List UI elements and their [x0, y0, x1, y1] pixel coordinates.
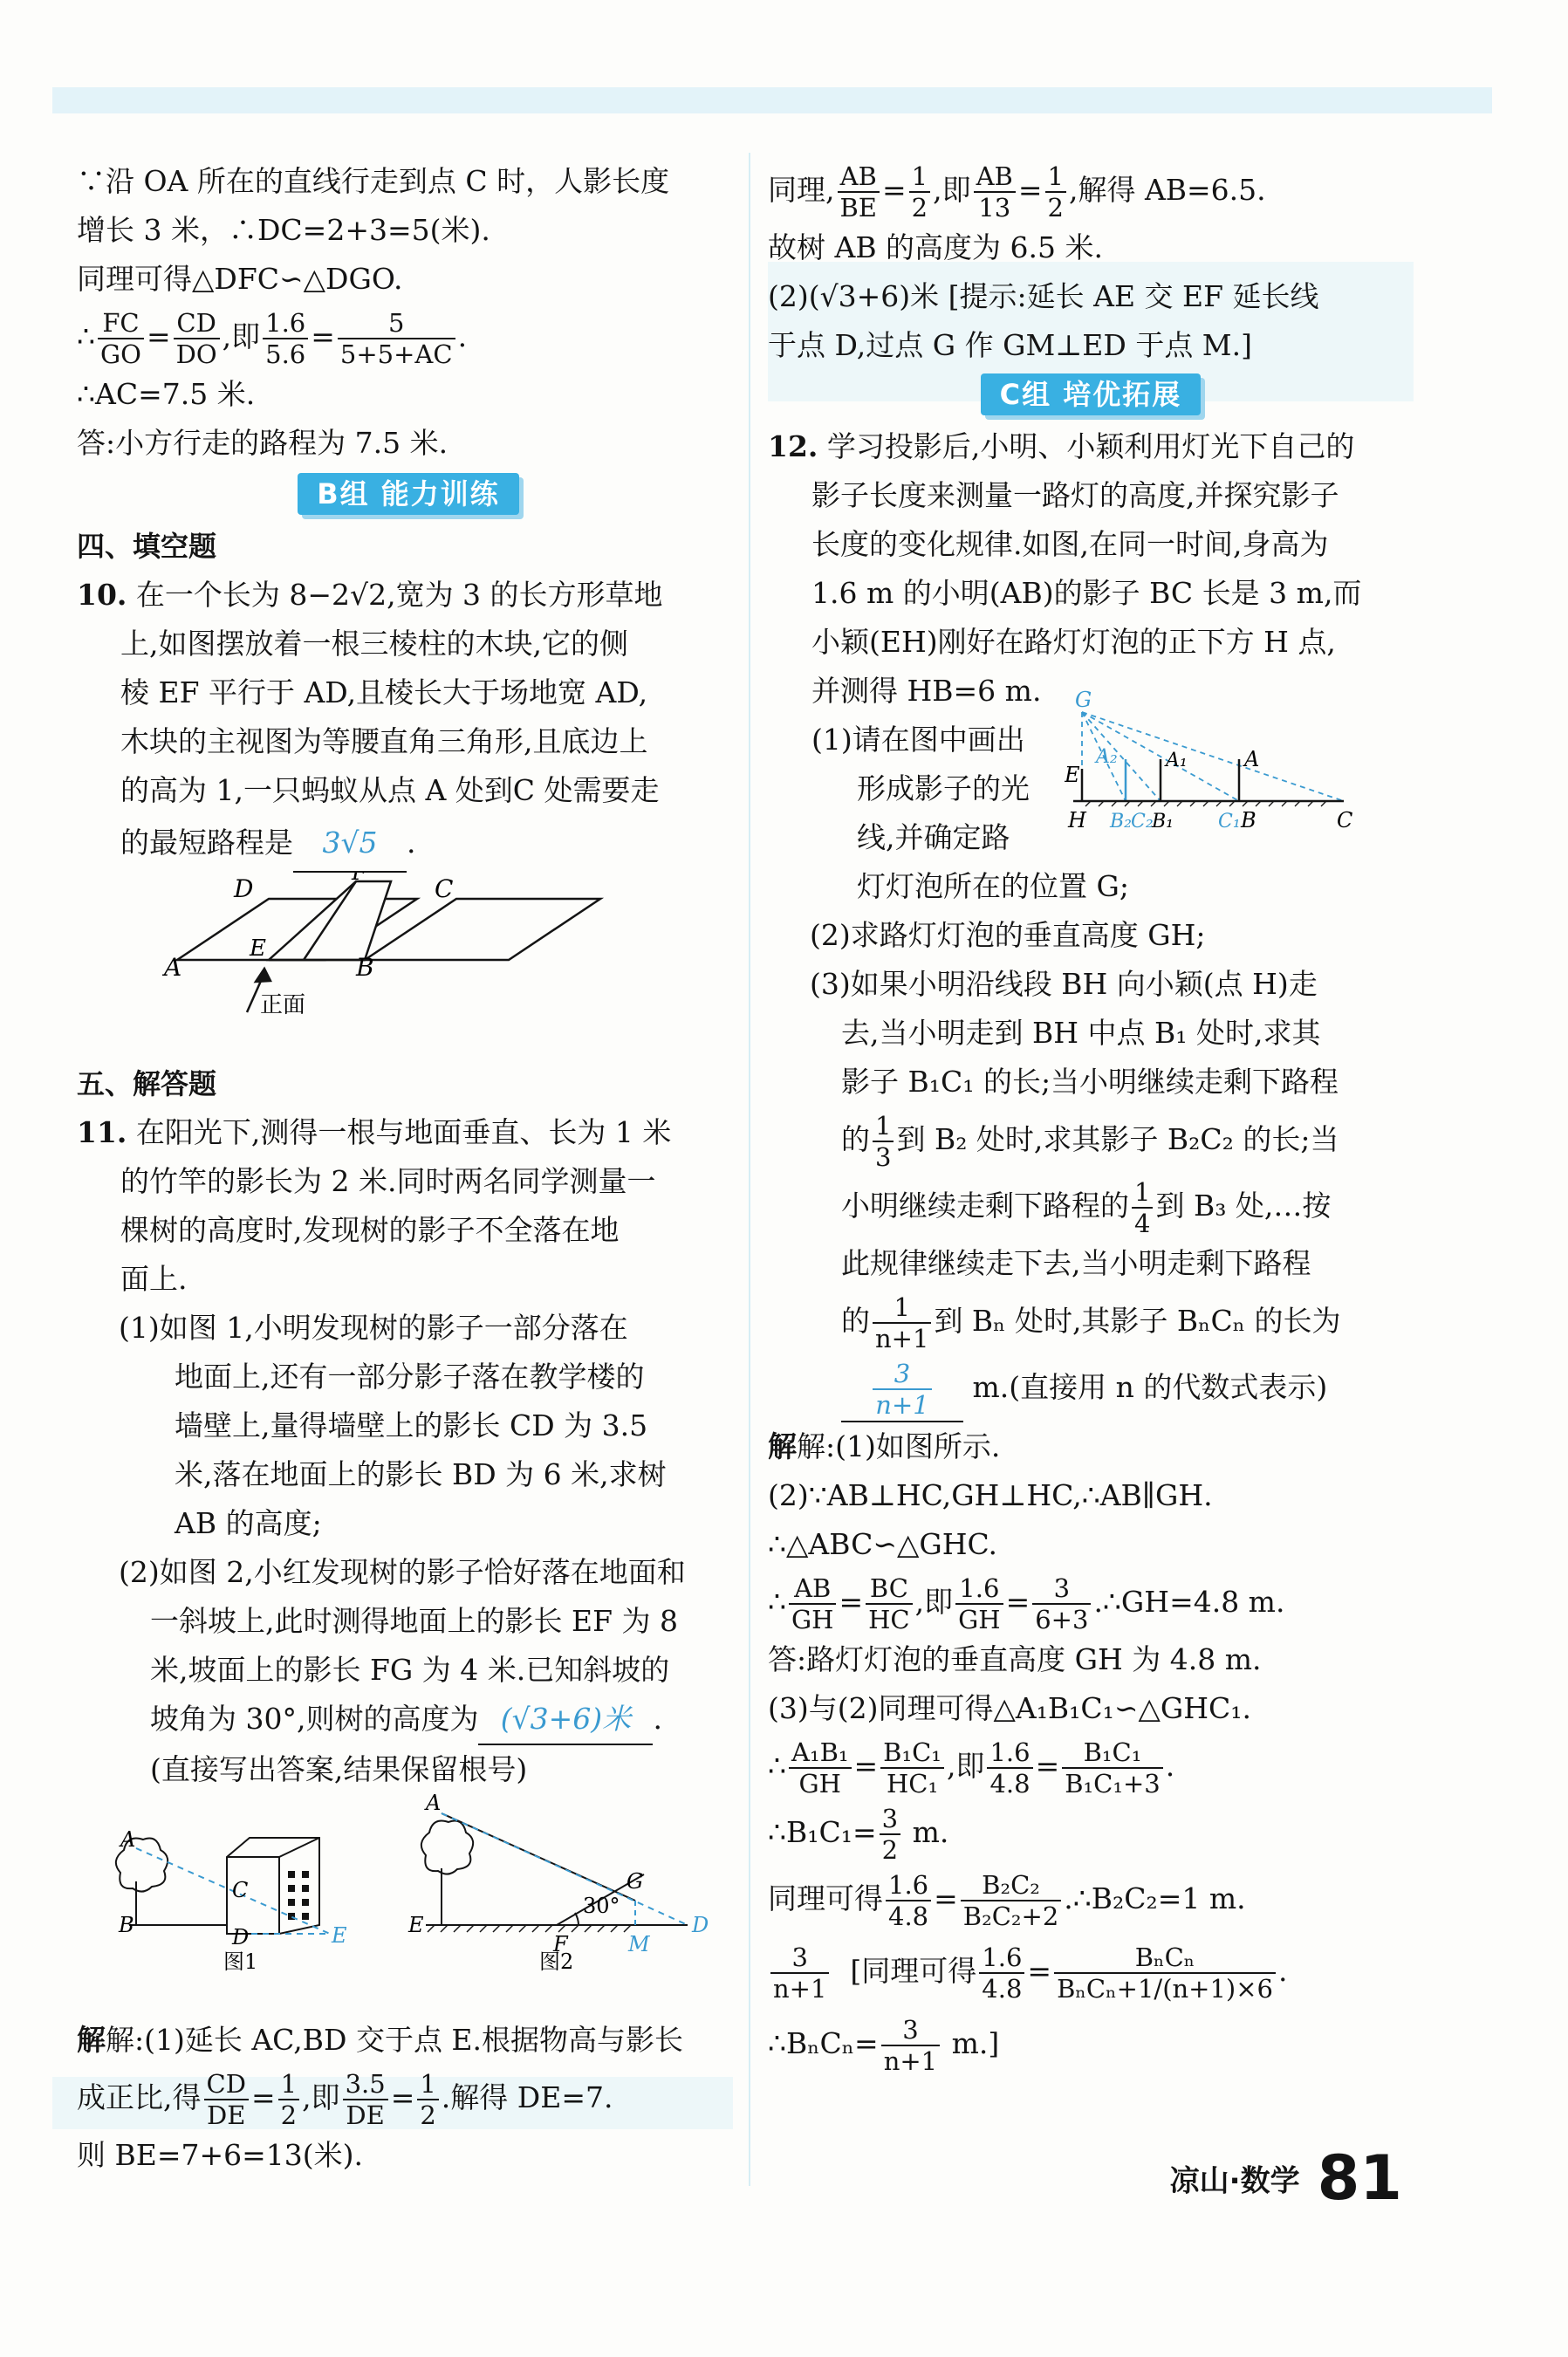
- numerator: 1: [1134, 1177, 1151, 1207]
- denominator: 2: [1045, 191, 1066, 223]
- denominator: 5+5+AC: [338, 338, 455, 369]
- right-rectangle: [365, 899, 600, 960]
- numerator: 3.5: [345, 2069, 386, 2099]
- denominator: n+1: [873, 1388, 931, 1420]
- label-H: H: [1068, 808, 1086, 832]
- q11-p2-line-3: 米,坡面上的影长 FG 为 4 米.已知斜坡的: [150, 1653, 670, 1687]
- label-A: A: [426, 1794, 442, 1815]
- denominator: 4: [1132, 1207, 1153, 1238]
- q12-part3-line-2: 去,当小明走到 BH 中点 B₁ 处时,求其: [841, 1016, 1321, 1050]
- numerator: 1: [894, 1292, 910, 1322]
- text: 到 B₃ 处,…按: [1155, 1189, 1332, 1223]
- label-E: E: [332, 1923, 347, 1948]
- figure-2: [407, 1794, 709, 1974]
- page-number: 81: [1317, 2142, 1402, 2214]
- denominator: HC₁: [880, 1767, 944, 1799]
- fraction: [1062, 1737, 1163, 1799]
- text: =: [146, 319, 171, 353]
- fraction: [1054, 1942, 1276, 2004]
- q12-solution-4: ∴ $\frac{AB}{GH}$ = $\frac{BC}{HC}$ ,即 $\frac{1.6}{GH}$ = $\frac{3}{6+3}$ .∴GH=4.8 m.: [768, 1573, 1285, 1634]
- numerator: 1: [280, 2069, 298, 2099]
- question-number: 10.: [77, 578, 127, 612]
- text: ∴: [768, 1585, 786, 1619]
- numerator: A₁B₁: [791, 1737, 849, 1767]
- text: 形成影子的光: [857, 771, 1030, 805]
- label-F: F: [553, 1932, 568, 1956]
- denominator: GH: [789, 1767, 852, 1799]
- figure-caption-1: 图1: [223, 1949, 258, 1974]
- numerator: B₂C₂: [982, 1870, 1040, 1900]
- left-line-3: 同理可得△DFC∽△DGO.: [77, 262, 403, 296]
- denominator: n+1: [881, 2045, 940, 2076]
- q12-part3-line-3: 影子 B₁C₁ 的长;当小明继续走剩下路程: [841, 1065, 1339, 1099]
- badge-wrap: [768, 373, 1414, 415]
- q12-solution-7: ∴ $\frac{\text{A₁B₁}}{GH}$ = $\frac{\text{B₁C₁}}{\text{HC₁}}$ ,即 $\frac{1.6}{4.8}$ = $\frac{\text{B₁C₁}}{\text{B₁C₁+3}}$ .: [768, 1737, 1175, 1799]
- numerator: 5: [388, 308, 405, 338]
- question-number: 12.: [768, 429, 818, 463]
- numerator: B₁C₁: [1083, 1737, 1142, 1767]
- numerator: 1.6: [989, 1737, 1030, 1767]
- label-G: G: [1075, 688, 1092, 712]
- tree-2: [421, 1821, 473, 1874]
- fraction: [98, 308, 144, 369]
- numerator: AB: [976, 161, 1013, 191]
- numerator: 1: [911, 161, 928, 191]
- label-A: A: [120, 1827, 136, 1852]
- answer-blank: 3√5: [293, 815, 407, 873]
- label-D: D: [232, 1925, 250, 1949]
- fraction: [263, 308, 308, 369]
- left-column: [77, 157, 740, 2180]
- text: .: [653, 1702, 662, 1736]
- fraction: [873, 1292, 931, 1353]
- fraction: [789, 1737, 852, 1799]
- denominator: GO: [98, 338, 144, 369]
- label-angle: 30°: [583, 1894, 620, 1918]
- text: m.: [912, 1815, 949, 1849]
- q11-p1-line-3: 墙壁上,量得墙壁上的影长 CD 为 3.5: [175, 1408, 648, 1442]
- left-line-6: 答:小方行走的路程为 7.5 米.: [77, 426, 448, 460]
- q12-line-1: [768, 422, 1414, 471]
- numerator: 1.6: [982, 1942, 1023, 1972]
- fraction: [987, 1737, 1032, 1799]
- text: ,即: [222, 319, 261, 353]
- q11-p1-line-5: AB 的高度;: [175, 1506, 322, 1540]
- text: (1)请在图中画出: [811, 723, 1025, 757]
- denominator: DO: [174, 338, 220, 369]
- figure-q11: [77, 1794, 740, 2012]
- q12-line-5: 小颖(EH)刚好在路灯灯泡的正下方 H 点,: [811, 625, 1336, 659]
- fraction: [866, 1573, 912, 1634]
- q12-part3-line-5: [768, 1173, 1414, 1239]
- q12-solution-5: 答:路灯灯泡的垂直高度 GH 为 4.8 m.: [768, 1642, 1262, 1676]
- q10-line-2: 上,如图摆放着一根三棱柱的木块,它的侧: [120, 627, 628, 661]
- q12-part3-line-1: (3)如果小明沿线段 BH 向小颖(点 H)走: [810, 967, 1318, 1001]
- label-F: F: [352, 873, 368, 886]
- fraction: [909, 161, 930, 223]
- q12-part2: (2)求路灯灯泡的垂直高度 GH;: [810, 918, 1206, 952]
- fraction: [204, 2069, 249, 2130]
- q12-solution-2: (2)∵AB⊥HC,GH⊥HC,∴AB∥GH.: [768, 1478, 1213, 1512]
- text: ,即: [914, 1585, 954, 1619]
- text: .: [457, 319, 468, 353]
- fraction: [417, 2069, 438, 2130]
- denominator: 4.8: [979, 1972, 1024, 2004]
- q12-solution-10: $\frac{3}{n+1}$ [同理可得 $\frac{1.6}{4.8}$ = $\frac{\text{BₙCₙ}}{\text{BₙCₙ+1/(n+1)×6}}$ .: [768, 1932, 1414, 2011]
- q12-part3-line-6: 此规律继续走下去,当小明走剩下路程: [841, 1246, 1311, 1280]
- denominator: BₙCₙ+1/(n+1)×6: [1054, 1972, 1276, 2004]
- denominator: 3: [873, 1141, 894, 1172]
- denominator: DE: [343, 2099, 388, 2130]
- label-A2: A₂: [1096, 746, 1118, 768]
- numerator: 1: [420, 2069, 436, 2099]
- fraction: [278, 2069, 299, 2130]
- q12-solution-6: (3)与(2)同理可得△A₁B₁C₁∽△GHC₁.: [768, 1691, 1252, 1725]
- q12-part3-line-7: [768, 1288, 1414, 1354]
- text: .: [407, 826, 416, 860]
- left-line-1: ∵沿 OA 所在的直线行走到点 C 时，人影长度: [77, 164, 670, 198]
- answer-blank: [841, 1354, 963, 1422]
- q12-line-6: 并测得 HB=6 m.: [811, 674, 1042, 708]
- text: ∴: [768, 1749, 786, 1783]
- label-B2: B₂: [1110, 811, 1132, 832]
- q11-p2-line-1: (2)如图 2,小红发现树的影子恰好落在地面和: [119, 1555, 686, 1589]
- denominator: 2: [909, 191, 930, 223]
- fraction: [174, 308, 220, 369]
- text: ∴B₁C₁=: [768, 1815, 877, 1849]
- label-B1: B₁: [1152, 811, 1174, 832]
- q12-line-4: 1.6 m 的小明(AB)的影子 BC 长是 3 m,而: [811, 576, 1362, 610]
- text: ∴BₙCₙ=: [768, 2026, 879, 2060]
- fraction: [881, 2015, 940, 2076]
- numerator: 3: [894, 1359, 911, 1388]
- text: 到 B₂ 处时,求其影子 B₂C₂ 的长;当: [896, 1122, 1339, 1156]
- denominator: 6+3: [1032, 1603, 1091, 1634]
- denominator: n+1: [873, 1322, 931, 1353]
- denominator: 4.8: [886, 1900, 931, 1931]
- text: =: [311, 319, 335, 353]
- section-heading-fill: 四、填空题: [77, 530, 217, 563]
- answer-fraction: [873, 1359, 931, 1420]
- right-line-3: (2)(√3+6)米 [提示:延长 AE 交 EF 延长线: [768, 279, 1319, 313]
- fraction: [979, 1942, 1024, 2004]
- label-B: B: [356, 953, 374, 982]
- numerator: 1.6: [265, 308, 306, 338]
- q11-p1-line-1: (1)如图 1,小明发现树的影子一部分落在: [119, 1311, 628, 1345]
- q10-line-3: 棱 EF 平行于 AD,且棱长大于场地宽 AD,: [120, 675, 648, 709]
- q10-line-6: [77, 815, 740, 873]
- numerator: 1.6: [959, 1573, 1000, 1603]
- angle-arc: [575, 1913, 579, 1925]
- label-B: B: [1241, 808, 1256, 832]
- label-C2: C₂: [1131, 811, 1154, 832]
- denominator: 2: [880, 1833, 900, 1865]
- q12-line-3: 长度的变化规律.如图,在同一时间,身高为: [811, 527, 1329, 561]
- ground-hatching: [428, 1925, 631, 1932]
- denominator: GH: [789, 1603, 836, 1634]
- q12-solution-9: 同理可得 $\frac{1.6}{4.8}$ = $\frac{\text{B₂C₂}}{\text{B₂C₂+2}}$ .∴B₂C₂=1 m.: [768, 1870, 1246, 1931]
- q11-line-4: 面上.: [120, 1262, 188, 1296]
- numerator: BₙCₙ: [1134, 1942, 1195, 1972]
- label-D: D: [234, 874, 254, 903]
- text: 到 Bₙ 处时,其影子 BₙCₙ 的长为: [934, 1304, 1341, 1338]
- text: 成正比,得: [77, 2080, 202, 2114]
- fraction: [1032, 1573, 1091, 1634]
- text: ,解得 AB=6.5.: [1068, 173, 1266, 207]
- numerator: CD: [206, 2069, 246, 2099]
- text: 在阳光下,测得一根与地面垂直、长为 1 米: [135, 1115, 672, 1149]
- text: 小明继续走剩下路程的: [841, 1189, 1129, 1223]
- section-badge-c: C组 培优拓展: [981, 373, 1202, 415]
- footer-label: 凉山·数学: [1169, 2163, 1300, 2199]
- q12-part3-line-4: [768, 1107, 1414, 1173]
- numerator: 1.6: [888, 1870, 929, 1900]
- numerator: 3: [791, 1942, 808, 1972]
- figure-q12: [1065, 688, 1414, 853]
- label-C1: C₁: [1218, 811, 1241, 832]
- right-line-1: 同理, $\frac{AB}{BE}$ = $\frac{1}{2}$ ,即 $\frac{AB}{13}$ = $\frac{1}{2}$ ,解得 AB=6.5.: [768, 161, 1266, 223]
- numerator: CD: [176, 308, 216, 338]
- q11-p1-line-4: 米,落在地面上的影长 BD 为 6 米,求树: [175, 1457, 667, 1491]
- label-A1: A₁: [1166, 750, 1188, 771]
- left-line-2: 增长 3 米，∴DC=2+3=5(米).: [77, 213, 490, 247]
- denominator: 5.6: [263, 338, 308, 369]
- text: 的: [841, 1122, 870, 1156]
- label-G: G: [627, 1869, 644, 1894]
- text: .∴GH=4.8 m.: [1093, 1585, 1285, 1619]
- text: 线,并确定路: [857, 820, 1010, 854]
- q10-line-1: [77, 571, 740, 620]
- text: m.]: [951, 2026, 1000, 2060]
- right-line-4: 于点 D,过点 G 作 GM⊥ED 于点 M.]: [768, 328, 1252, 362]
- label-C: C: [232, 1878, 249, 1902]
- fraction: [838, 161, 880, 223]
- q11-line-3: 棵树的高度时,发现树的影子不全落在地: [120, 1213, 620, 1247]
- left-line-5: ∴AC=7.5 米.: [77, 377, 256, 411]
- fraction: [1045, 161, 1066, 223]
- text: ,即: [946, 1749, 985, 1783]
- q11-line-2: 的竹竿的影长为 2 米.同时两名同学测量一: [120, 1164, 656, 1198]
- page-footer: [1170, 2142, 1402, 2214]
- section-heading-solve: 五、解答题: [77, 1067, 217, 1100]
- q12-part3-line-8: [768, 1354, 1414, 1422]
- text: .解得 DE=7.: [441, 2080, 613, 2114]
- label-D: D: [692, 1913, 709, 1937]
- fraction: [955, 1573, 1003, 1634]
- fraction: [343, 2069, 388, 2130]
- figure-1: [116, 1827, 347, 1974]
- q10-line-5: 的高为 1,一只蚂蚁从点 A 处到C 处需要走: [120, 773, 660, 807]
- q12-line-2: 影子长度来测量一路灯的高度,并探究影子: [811, 478, 1339, 512]
- denominator: GH: [955, 1603, 1003, 1634]
- q11-p1-line-2: 地面上,还有一部分影子落在教学楼的: [175, 1360, 645, 1394]
- denominator: DE: [204, 2099, 249, 2130]
- fraction: [789, 1573, 836, 1634]
- numerator: FC: [102, 308, 140, 338]
- fraction: [1132, 1177, 1153, 1238]
- q11-line-1: [77, 1108, 740, 1157]
- label-C: C: [1337, 808, 1353, 832]
- right-column: [768, 157, 1414, 2077]
- label-A: A: [1244, 747, 1260, 771]
- fraction: [880, 1804, 900, 1865]
- numerator: AB: [839, 161, 877, 191]
- q10-line-4: 木块的主视图为等腰直角三角形,且底边上: [120, 724, 648, 758]
- text: [同理可得: [850, 1954, 977, 1988]
- solution-line-1: 解解:(1)延长 AC,BD 交于点 E.根据物高与影长: [77, 2023, 684, 2057]
- text: 在一个长为 8−2√2,宽为 3 的长方形草地: [135, 578, 663, 612]
- text: .∴B₂C₂=1 m.: [1064, 1881, 1246, 1915]
- fraction: [961, 1870, 1062, 1931]
- denominator: 2: [278, 2099, 299, 2130]
- numerator: 1: [875, 1111, 892, 1141]
- left-line-4: [77, 304, 740, 370]
- numerator: 1: [1047, 161, 1064, 191]
- denominator: B₂C₂+2: [961, 1900, 1062, 1931]
- text: ,即: [933, 173, 971, 207]
- badge-wrap: [77, 473, 740, 515]
- numerator: 3: [902, 2015, 919, 2045]
- light-rays: [1082, 712, 1344, 801]
- numerator: AB: [794, 1573, 832, 1603]
- text: 同理,: [768, 173, 835, 207]
- figure-caption-2: 图2: [539, 1949, 574, 1974]
- label-E: E: [250, 935, 266, 962]
- label-E: E: [408, 1913, 424, 1937]
- section-badge-b: B组 能力训练: [298, 473, 519, 515]
- text: 同理可得: [768, 1881, 883, 1915]
- text: 的: [841, 1304, 870, 1338]
- fraction: [873, 1111, 894, 1172]
- fraction: [338, 308, 455, 369]
- q12-solution-11: [768, 2011, 1414, 2077]
- label-B: B: [119, 1913, 134, 1937]
- denominator: n+1: [770, 1972, 829, 2004]
- q12-solution-1: 解解:(1)如图所示.: [768, 1429, 1001, 1463]
- text: ,即: [302, 2080, 340, 2114]
- fraction: [974, 161, 1016, 223]
- label-front: 正面: [260, 992, 306, 1018]
- fraction: [880, 1737, 944, 1799]
- denominator: 2: [417, 2099, 438, 2130]
- text: ∴: [77, 319, 95, 353]
- numerator: 3: [881, 1804, 899, 1833]
- fraction: [770, 1942, 829, 2004]
- text: .: [1278, 1954, 1288, 1988]
- label-C: C: [435, 874, 454, 903]
- text: .: [1165, 1749, 1175, 1783]
- text: 解:(1)延长 AC,BD 交于点 E.根据物高与影长: [106, 2023, 684, 2057]
- column-divider: [749, 153, 750, 2186]
- text: 解:(1)如图所示.: [797, 1429, 1001, 1463]
- numerator: BC: [869, 1573, 908, 1603]
- label-A: A: [164, 953, 182, 982]
- numerator: B₁C₁: [883, 1737, 941, 1767]
- denominator: BE: [838, 191, 880, 223]
- text: 学习投影后,小明、小颖利用灯光下自己的: [826, 429, 1355, 463]
- answer-blank: (√3+6)米: [478, 1695, 653, 1745]
- text: 的最短路程是: [120, 826, 293, 860]
- label-E: E: [1065, 763, 1080, 787]
- q11-p2-line-2: 一斜坡上,此时测得地面上的影长 EF 为 8: [150, 1604, 678, 1638]
- denominator: B₁C₁+3: [1062, 1767, 1163, 1799]
- figure-q10: [77, 873, 740, 1056]
- q12-solution-8: [768, 1799, 1414, 1866]
- question-number: 11.: [77, 1115, 127, 1149]
- denominator: 13: [974, 191, 1016, 223]
- q11-p2-line-4: [77, 1695, 740, 1745]
- text: m.(直接用 n 的代数式表示): [972, 1370, 1328, 1404]
- label-M: M: [628, 1932, 650, 1956]
- solution-line-3: 则 BE=7+6=13(米).: [77, 2138, 364, 2172]
- top-tint: [52, 87, 1492, 113]
- denominator: 4.8: [987, 1767, 1032, 1799]
- right-line-2: 故树 AB 的高度为 6.5 米.: [768, 230, 1104, 264]
- arrow-head: [256, 969, 270, 982]
- text: 灯灯泡所在的位置 G;: [857, 869, 1129, 903]
- denominator: HC: [866, 1603, 912, 1634]
- fraction: [886, 1870, 931, 1931]
- solution-line-2: 成正比,得 $\frac{CD}{DE}$ = $\frac{1}{2}$ ,即 $\frac{3.5}{DE}$ = $\frac{1}{2}$ .解得 DE=7.: [77, 2069, 613, 2130]
- text: 坡角为 30°,则树的高度为: [150, 1702, 479, 1736]
- q11-p2-line-5: (直接写出答案,结果保留根号): [150, 1752, 528, 1786]
- q12-solution-3: ∴△ABC∽△GHC.: [768, 1527, 998, 1561]
- numerator: 3: [1053, 1573, 1071, 1603]
